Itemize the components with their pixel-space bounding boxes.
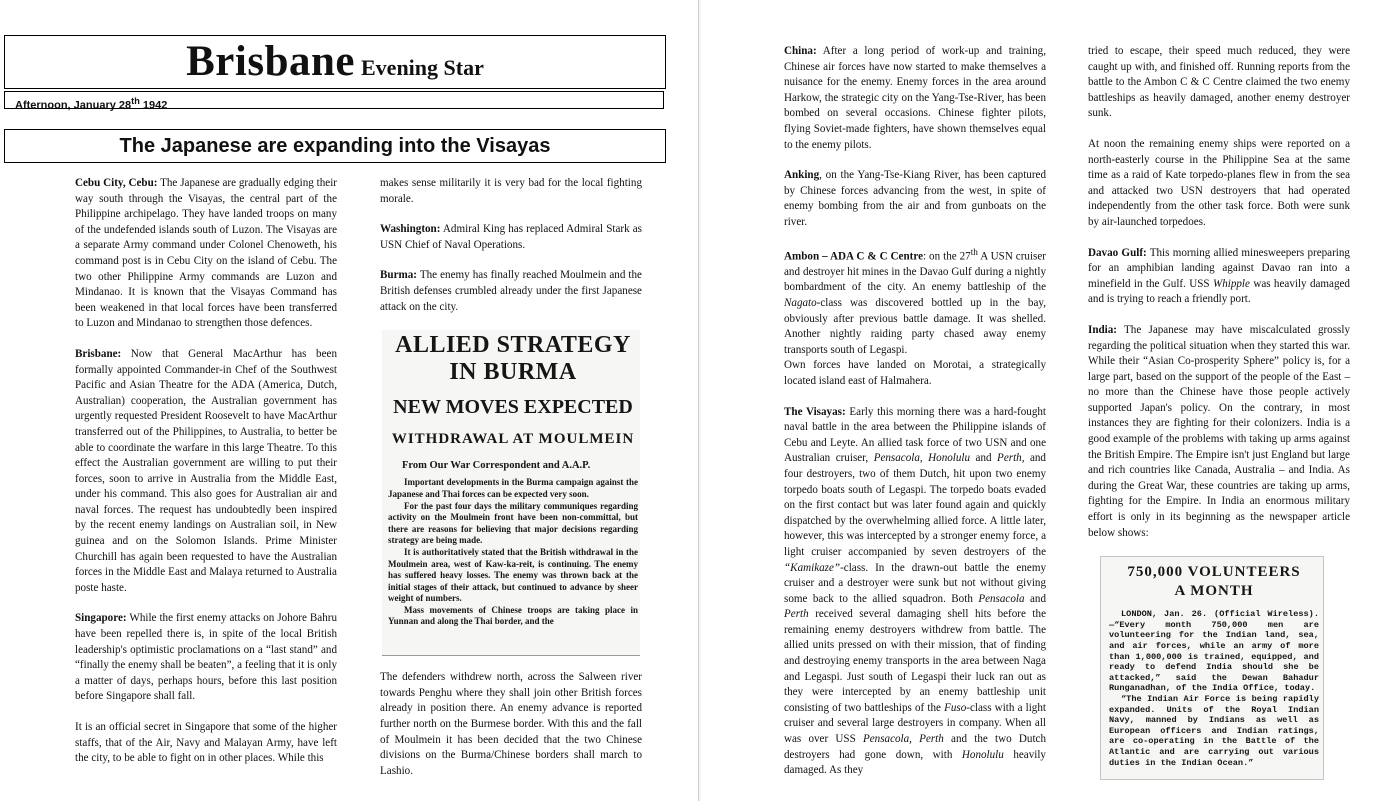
- headline: The Japanese are expanding into the Visayas: [4, 129, 666, 163]
- article-text: The enemy has finally reached Moulmein and the British defenses crumbled already under the first Japanese attack on the city.: [380, 269, 642, 313]
- article-lead: Ambon – ADA C & C Centre: [784, 250, 923, 263]
- article-text: The Japanese may have miscalculated grossly regarding the political situation when they started this war. While their “Asian Co-prosperity Sphere” policy is, for a large part, based on the support of the people of the East – no more than the Chinese have those people actively supported Japan's policy. On the contrary, in most instances they are fighting for their colonizers. India is a good example of the problems with taking up arms against the British Empire. The Empire isn't just England but large and rich countries like Canada, Australia – and India. As during the Great War, these countries are taking up arms, fighting for the Empire. In India an enormous military effort is only in its beginning as the newspaper article below shows:: [1088, 323, 1350, 539]
- article-india: [1088, 323, 1350, 541]
- ship-name: Nagato: [784, 297, 817, 309]
- left-column-2: [380, 176, 642, 794]
- article-davao: [1088, 246, 1350, 308]
- clipping-subheadline: NEW MOVES EXPECTED: [393, 396, 633, 419]
- article-text: At noon the remaining enemy ships were reported on a north-easterly course in the Philippine Sea at the same time as a raid of Kate torpedo-planes flew in from the sea and attacked two USN destroyers that had operated independently from the other task force. Both were sunk by air-launched torpedoes.: [1088, 137, 1350, 228]
- dateline-ordinal: th: [131, 96, 140, 106]
- article-text: It is an official secret in Singapore that some of the higher staffs, that of the Air, Navy and Malayan Army, have left the city, to be able to fight on in other places. While this: [75, 721, 337, 765]
- article-continued: [380, 176, 642, 207]
- article-text: The Japanese are gradually edging their way south through the Visayas, the central part of the Philippine archipelago. They have landed troops on many of the undefended islands south of Luzon. The Visayas are a separate Army command under Colonel Chenoweth, his command post is in Cebu City on the island of Cebu. The two other Philippine Army commands are Luzon and Mindanao. It is known that the Visayas Command has been weakened in that local forces have been transferred to Luzon and Mindanao to strengthen those defences.: [75, 177, 337, 330]
- article-lead: Burma:: [380, 269, 417, 282]
- article-china: [784, 44, 1046, 153]
- article-morotai: [784, 358, 1046, 389]
- clipping-byline: From Our War Correspondent and A.A.P.: [402, 459, 591, 471]
- ship-name: Whipple: [1212, 277, 1250, 290]
- article-text: Admiral King has replaced Admiral Stark as USN Chief of Naval Operations.: [380, 223, 642, 251]
- article-brisbane: [75, 347, 337, 597]
- article-lead: Brisbane:: [75, 347, 122, 360]
- clipping-paragraph: LONDON, Jan. 26. (Official Wireless).—“Every month 750,000 men are volunteering for the Indian land, sea, and air forces, while an army of more than 1,000,000 is trained, equipped, and ready to defend India should she be attacked,” said the Dewan Bahadur Runganadhan, of the India Office, today.: [1109, 609, 1319, 694]
- article-lead: Singapore:: [75, 612, 127, 625]
- article-text: and the two Dutch destroyers had gone down, with: [784, 733, 1047, 761]
- clipping-subheadline-2: WITHDRAWAL AT MOULMEIN: [391, 431, 635, 448]
- dateline-text: Afternoon, January 28: [15, 99, 132, 112]
- ship-name: Pensacola, Honolulu: [873, 452, 971, 465]
- article-text: -class. In the drawn-out battle the enemy cruiser and a destroyer were sunk but not without giving some back to the allied squadron. Both: [784, 561, 1046, 605]
- article-secret: [75, 720, 337, 767]
- masthead-title: Brisbane: [186, 38, 355, 85]
- clipping-paragraph: “The Indian Air Force is being rapidly expanded. Units of the Royal Indian Navy, manned by Indians as well as European officers and Indian ratings, are co-operating in the Battle of the Atlantic and are carrying out various duties in the Indian Ocean.”: [1109, 693, 1319, 768]
- article-lead: The Visayas:: [784, 405, 846, 418]
- article-text: was heavily damaged and is trying to reach a friendly port.: [1088, 277, 1350, 306]
- article-text: , on the Yang-Tse-Kiang River, has been captured by Chinese forces advancing from the west, in spite of enemy bombing from the air and from gunboats on the river.: [784, 169, 1046, 228]
- clipping-headline: ALLIED STRATEGY IN BURMA: [395, 332, 631, 386]
- article-ordinal: th: [970, 247, 978, 258]
- clipping-paragraph: It is authoritatively stated that the British withdrawal in the Moulmein area, west of Kaw-ka-reit, is continuing. The enemy has suffered heavy losses. The enemy was thrown back at the initial stages of their attack, but continued to advance by sheer weight of numbers.: [388, 546, 638, 604]
- article-lead: Anking: [784, 169, 820, 182]
- masthead: [4, 35, 666, 89]
- article-text: After a long period of work-up and training, Chinese air forces have now started to make themselves a nuisance for the enemy. Enemy forces in the area around Harkow, the strategic city on the Yang-Tse-River, has been bombed on several occasions. Chinese fighter pilots, flying Soviet-made fighters, have shown themselves equal to the enemy pilots.: [784, 45, 1046, 151]
- ship-name: Perth: [784, 608, 809, 621]
- left-column-1: [75, 176, 337, 782]
- article-text: Early this morning there was a hard-fought naval battle in the area between the Philippine islands of Cebu and Leyte. An allied task force of two USN and one Australian cruiser,: [784, 405, 1046, 465]
- clipping-headline: 750,000 VOLUNTEERS: [1127, 564, 1301, 581]
- article-text: The defenders withdrew north, across the Salween river towards Penghu where they shall join other British forces already in position there. An enemy advance is reported further north on the Burmese border. With this and the fall of Moulmein it has been decided that the two Chinese divisions on the Burma/Chinese borders shall march to Lashio.: [380, 671, 642, 777]
- clipping-paragraph: Mass movements of Chinese troops are taking place in Yunnan and along the Thai border, and the: [388, 604, 638, 627]
- article-text: While the first enemy attacks on Johore Bahru have been repelled there is, in spite of the local British leadership's optimistic proclamations on a “last stand” and “finally the enemy shall be beaten”, a feeling that it is only a matter of days, perhaps hours, before this last position before Singapore shall fall.: [75, 612, 337, 703]
- dateline-year: 1942: [139, 99, 168, 112]
- dateline: [4, 91, 664, 112]
- ship-class: “Kamikaze”: [784, 561, 841, 574]
- article-washington: [380, 222, 642, 253]
- article-text: -class with a light cruiser and several large destroyers in company. When all was over USS: [784, 701, 1046, 746]
- article-lead: India:: [1088, 323, 1117, 336]
- article-text: makes sense militarily it is very bad for the local fighting morale.: [380, 177, 642, 205]
- article-cebu: [75, 176, 337, 332]
- article-lead: Cebu City, Cebu:: [75, 177, 158, 189]
- ship-name: Honolulu: [961, 748, 1004, 761]
- article-noon: [1088, 137, 1350, 231]
- article-text: Now that General MacArthur has been formally appointed Commander-in Chef of the Southwest Pacific and Asian Theatre for the ADA (America, Dutch, Australian) cooperation, the Australian government has urgently requested President Roosevelt to have MacArthur transferred out of the Philippines, to Australia, to better be able to coordinate the warfare in this large Theatre. To this effect the Australian government are willing to put their forces, soon to arrive in Australia from the Middle East, under his command. This also goes for Australian air and naval forces. The request has undoubtedly been inspired by the recent enemy landings on Australian soil, in New guinea and on the Solomon Islands. Prime Minister Churchill has again been requested to have the Australian forces in the Middle East and Malaya returned to Australia poste haste.: [75, 347, 337, 594]
- article-text: A USN cruiser and destroyer hit mines in the Davao Gulf during a nightly bombardment of the city. An enemy battleship of the: [784, 250, 1046, 294]
- ship-name: Pensacola, Perth: [862, 733, 944, 746]
- burma-newspaper-clipping: [382, 330, 640, 656]
- article-text: and: [970, 452, 998, 465]
- masthead-subtitle: Evening Star: [361, 55, 484, 80]
- article-lead: Washington:: [380, 223, 441, 236]
- article-lead: Davao Gulf:: [1088, 246, 1147, 259]
- article-visayas: [784, 405, 1046, 779]
- article-burma: [380, 268, 642, 315]
- right-column-1: [784, 44, 1046, 794]
- article-anking: [784, 168, 1046, 230]
- article-defenders: [380, 670, 642, 779]
- article-text: , and four destroyers, two of them Dutch, hit upon two enemy torpedo boats south of Legaspi. The torpedo boats evaded on the first contact but was later found again and quickly dispatched by the overwhelming allied force. A little later, however, this was intercepted by a stronger enemy force, a light cruiser accompanied by seven destroyers of the: [784, 452, 1046, 558]
- article-ambon: [784, 246, 1046, 359]
- india-newspaper-clipping: [1100, 556, 1324, 780]
- right-page: [701, 0, 1391, 801]
- clipping-body: [386, 477, 640, 628]
- ship-name: Perth: [997, 452, 1022, 465]
- article-text: and: [1024, 592, 1046, 605]
- article-escape: [1088, 44, 1350, 122]
- article-lead: China:: [784, 45, 817, 57]
- article-singapore: [75, 611, 337, 705]
- article-text: -class was discovered bottled up in the bay, obviously after previous battle damage. It was shelled. Another nightly raiding party chased away enemy transports south of Legaspi.: [784, 297, 1046, 356]
- article-text: : on the 27: [923, 250, 971, 263]
- ship-name: Pensacola: [978, 592, 1025, 605]
- right-column-2: [1088, 44, 1350, 780]
- clipping-headline-2: A MONTH: [1174, 583, 1254, 600]
- clipping-paragraph: Important developments in the Burma campaign against the Japanese and Thai forces can be expected very soon.: [388, 477, 638, 499]
- article-text: This morning allied minesweepers preparing for an amphibian landing against Davao ran into a minefield in the Gulf. USS: [1088, 246, 1350, 290]
- article-text: Own forces have landed on Morotai, a strategically located island east of Halmahera.: [784, 359, 1046, 387]
- ship-class: Fuso: [944, 701, 967, 714]
- clipping-paragraph: For the past four days the military communiques regarding activity on the Moulmein front have been non-committal, but there are reasons for believing that major decisions regarding strategy are being made.: [388, 500, 638, 546]
- article-text: heavily damaged. As they: [784, 748, 1046, 777]
- article-text: received several damaging shell hits before the remaining enemy destroyers withdrew from battle. The allied units pressed on with their mission, that of finding and destroying enemy transports in the area between Naga and Legaspi. Just south of Legaspi their luck ran out as they were intercepted by an enemy battleship unit consisting of two battleships of the: [784, 608, 1046, 714]
- article-text: tried to escape, their speed much reduced, they were caught up with, and finished off. Running reports from the battle to the Ambon C & C Centre claimed the two enemy battleships as heavily damaged, another enemy destroyer sunk.: [1088, 45, 1350, 120]
- clipping-body: [1109, 609, 1319, 768]
